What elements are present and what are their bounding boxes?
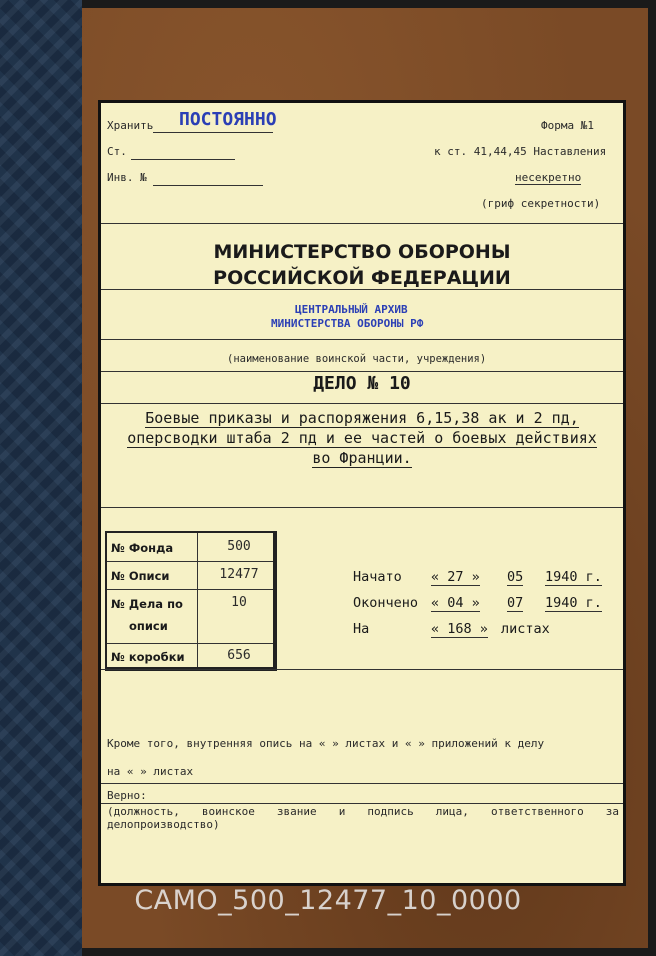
ended-label: Окончено xyxy=(353,595,419,611)
divider xyxy=(101,339,623,340)
registry-row-opis xyxy=(107,561,273,590)
box-value: 656 xyxy=(227,648,251,663)
divider xyxy=(101,669,623,670)
ended-day: « 04 » xyxy=(431,595,480,611)
ministry-line-2: РОССИЙСКОЙ ФЕДЕРАЦИИ xyxy=(213,267,511,289)
opis-value: 12477 xyxy=(219,567,259,582)
divider xyxy=(101,783,623,784)
registry-box xyxy=(105,531,277,671)
delo-label: № Дела по xyxy=(111,597,183,611)
unit-caption: (наименование воинской части, учреждения) xyxy=(227,353,487,365)
started-day: « 27 » xyxy=(431,569,480,585)
instruction-ref: к ст. 41,44,45 Наставления xyxy=(434,145,607,158)
secrecy-caption: (гриф секретности) xyxy=(481,197,601,210)
form-label: Форма №1 xyxy=(541,119,594,132)
ended-month: 07 xyxy=(507,595,524,611)
divider xyxy=(101,371,623,372)
fond-value: 500 xyxy=(227,539,251,554)
keep-stamp: ПОСТОЯННО xyxy=(179,109,277,130)
keep-label: Хранить xyxy=(107,119,154,132)
case-title: ДЕЛО № 10 xyxy=(313,373,411,394)
case-description-line-3 xyxy=(101,449,623,467)
on-label: На xyxy=(353,621,370,637)
st-label: Ст. xyxy=(107,145,127,158)
divider xyxy=(101,803,623,804)
started-label: Начато xyxy=(353,569,402,585)
opis-label: № Описи xyxy=(111,569,170,583)
archive-stamp-line-1: ЦЕНТРАЛЬНЫЙ АРХИВ xyxy=(295,303,408,316)
divider xyxy=(101,507,623,508)
inventory-line: Кроме того, внутренняя опись на « » листах и « » приложений к делу xyxy=(107,737,545,750)
fond-label: № Фонда xyxy=(111,541,174,555)
keep-underline xyxy=(153,132,273,133)
case-description-line-1 xyxy=(101,409,623,427)
case-description-text: во Франции. xyxy=(312,449,412,467)
cover-sheet xyxy=(98,100,626,886)
case-description-text: оперсводки штаба 2 пд и ее частей о боевых действиях xyxy=(127,429,597,447)
divider xyxy=(101,403,623,404)
case-description-text: Боевые приказы и распоряжения 6,15,38 ак и 2 пд, xyxy=(145,409,579,427)
verified-label: Верно: xyxy=(107,789,147,802)
archive-stamp-line-2: МИНИСТЕРСТВА ОБОРОНЫ РФ xyxy=(271,317,424,330)
responsible-caption: (должность, воинское звание и подпись лица, ответственного за делопроизводство) xyxy=(107,805,619,831)
sheets-label: листах xyxy=(501,621,550,637)
registry-row-box xyxy=(107,643,273,669)
archive-watermark: САМО_500_12477_10_0000 xyxy=(134,885,522,916)
case-description-line-2 xyxy=(101,429,623,447)
inv-label: Инв. № xyxy=(107,171,147,184)
sheets-value: « 168 » xyxy=(431,621,488,637)
started-month: 05 xyxy=(507,569,524,585)
box-label: № коробки xyxy=(111,650,185,664)
delo-value: 10 xyxy=(231,595,247,610)
folder-spine xyxy=(0,0,82,956)
on-sheets-line: на « » листах xyxy=(107,765,194,778)
registry-row-fond xyxy=(107,533,273,562)
st-underline xyxy=(131,159,235,160)
started-year: 1940 г. xyxy=(545,569,602,585)
divider xyxy=(101,223,623,224)
registry-row-delo xyxy=(107,589,273,644)
ended-year: 1940 г. xyxy=(545,595,602,611)
divider xyxy=(101,289,623,290)
ministry-line-1: МИНИСТЕРСТВО ОБОРОНЫ xyxy=(213,241,511,263)
inv-underline xyxy=(153,185,263,186)
delo-label-2: описи xyxy=(129,619,168,633)
secrecy-value: несекретно xyxy=(515,171,582,184)
